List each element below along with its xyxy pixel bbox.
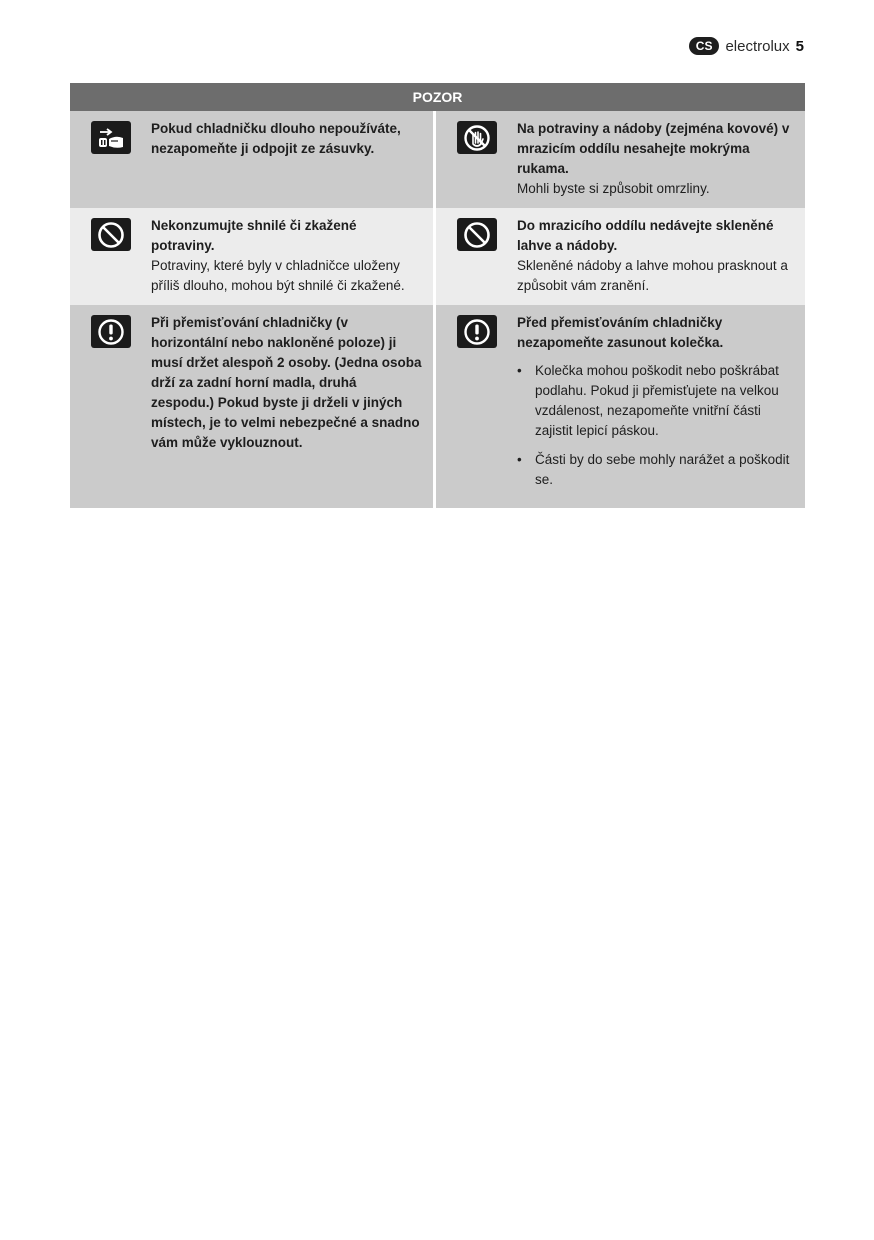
no-wet-hands-icon	[457, 121, 497, 154]
prohibited-icon	[91, 218, 131, 251]
warning-table	[70, 83, 805, 508]
table-row	[70, 208, 805, 305]
warning-icon	[457, 315, 497, 348]
warning-heading: Před přemisťováním chladničky nezapomeňte zasunout kolečka.	[517, 315, 724, 350]
table-row	[70, 111, 805, 208]
warning-detail: Mohli byste si způsobit omrzliny.	[517, 181, 710, 196]
warning-heading: Do mrazicího oddílu nedávejte skleněné lahve a nádoby.	[517, 218, 774, 253]
page-header	[689, 37, 804, 55]
table-title: POZOR	[70, 83, 805, 111]
brand-name: electrolux	[725, 37, 790, 55]
table-cell	[70, 305, 436, 508]
table-cell	[70, 111, 436, 208]
language-badge: CS	[689, 37, 720, 55]
warning-icon	[91, 315, 131, 348]
list-item: • Části by do sebe mohly narážet a poškodit se.	[535, 450, 795, 490]
table-cell	[70, 208, 436, 305]
warning-detail: Skleněné nádoby a lahve mohou prasknout a způsobit vám zranění.	[517, 258, 788, 293]
unplug-icon	[91, 121, 131, 154]
warning-heading: Při přemisťování chladničky (v horizontální nebo nakloněné poloze) ji musí držet alespoň 2 osoby. (Jedna osoba drží za zadní horní madla, druhá zespodu.) Pokud byste ji drželi v jiných místech, je to velmi nebezpečné a snadno vám může vyklouznout.	[151, 315, 422, 450]
table-cell	[436, 111, 805, 208]
table-cell	[436, 305, 805, 508]
warning-heading: Pokud chladničku dlouho nepoužíváte, nezapomeňte ji odpojit ze zásuvky.	[151, 121, 401, 156]
table-row	[70, 305, 805, 508]
page-number: 5	[795, 37, 804, 55]
bullet-list	[517, 361, 795, 490]
warning-detail: Potraviny, které byly v chladničce uloženy příliš dlouho, mohou být shnilé či zkažené.	[151, 258, 405, 293]
table-cell	[436, 208, 805, 305]
prohibited-icon	[457, 218, 497, 251]
warning-heading: Na potraviny a nádoby (zejména kovové) v mrazicím oddílu nesahejte mokrýma rukama.	[517, 121, 790, 176]
warning-heading: Nekonzumujte shnilé či zkažené potraviny.	[151, 218, 357, 253]
list-item: • Kolečka mohou poškodit nebo poškrábat podlahu. Pokud ji přemisťujete na velkou vzdálenost, nezapomeňte vnitřní části zajistit lepicí páskou.	[535, 361, 795, 441]
